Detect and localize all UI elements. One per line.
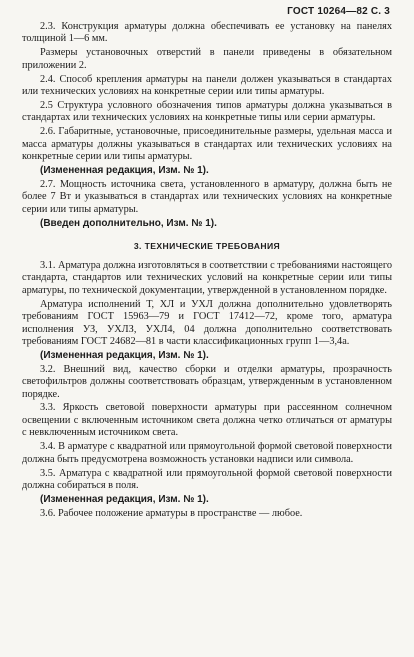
clause-2-4: 2.4. Способ крепления арматуры на панели должен указываться в стандартах или технических условиях на конкретные серии или типы арматуры. bbox=[22, 73, 392, 98]
clause-2-7: 2.7. Мощность источника света, установленного в арматуру, должна быть не более 7 Вт и указываться в стандартах или технических условиях на конкретные серии или типы арматуры. bbox=[22, 178, 392, 215]
amendment-note: (Измененная редакция, Изм. № 1). bbox=[40, 349, 209, 361]
page-header: ГОСТ 10264—82 С. 3 bbox=[287, 6, 390, 17]
clause-3-3: 3.3. Яркость световой поверхности арматуры при рассеянном солнечном освещении с включенным источником света должна четко отличаться от арматуры с невключенным источником света. bbox=[22, 402, 392, 439]
clause-2-3: 2.3. Конструкция арматуры должна обеспечивать ее установку на панелях толщиной 1—6 мм. bbox=[22, 21, 392, 45]
clause-3-2: 3.2. Внешний вид, качество сборки и отделки арматуры, прозрачность светофильтров должны соответствовать образцам, утвержденным в установленном порядке. bbox=[22, 363, 392, 400]
clause-3-6: 3.6. Рабочее положение арматуры в пространстве — любое. bbox=[40, 507, 303, 519]
amendment-note: (Измененная редакция, Изм. № 1). bbox=[40, 164, 209, 176]
clause-3-5: 3.5. Арматура с квадратной или прямоугольной формой световой поверхности должна собираться в поля. bbox=[22, 467, 392, 491]
amendment-note: (Измененная редакция, Изм. № 1). bbox=[40, 493, 209, 505]
clause-2-6: 2.6. Габаритные, установочные, присоединительные размеры, удельная масса и масса арматуры должны указываться в стандартах или технических условиях на конкретные серии или типы арматуры. bbox=[22, 126, 392, 163]
amendment-note: (Введен дополнительно, Изм. № 1). bbox=[40, 217, 217, 229]
clause-3-4: 3.4. В арматуре с квадратной или прямоугольной формой световой поверхности должна быть предусмотрена возможность установки надписи или символа. bbox=[22, 441, 392, 465]
clause-2-5: 2.5 Структура условного обозначения типов арматуры должна указываться в стандартах или технических условиях на конкретные типы или серии арматуры. bbox=[22, 99, 392, 124]
mounting-holes-paragraph: Размеры установочных отверстий в панели приведены в обязательном приложении 2. bbox=[22, 47, 392, 71]
execution-requirements-paragraph: Арматура исполнений Т, ХЛ и УХЛ должна дополнительно удовлетворять требованиям ГОСТ 15963—79 и ГОСТ 17412—72, кроме того, арматура исполнения УЗ, УХЛЗ, УХЛ4, 04 должна дополнительно соответствовать требованиям ГОСТ 24682—81 в части классификационных групп 1—3,4а. bbox=[22, 298, 392, 347]
clause-3-1: 3.1. Арматура должна изготовляться в соответствии с требованиями настоящего стандарта, стандартов или технических условий на конкретные серии или типы арматуры, по технической документации, утвержденной в установленном порядке. bbox=[22, 260, 392, 296]
section-heading: 3. ТЕХНИЧЕСКИЕ ТРЕБОВАНИЯ bbox=[133, 241, 281, 251]
